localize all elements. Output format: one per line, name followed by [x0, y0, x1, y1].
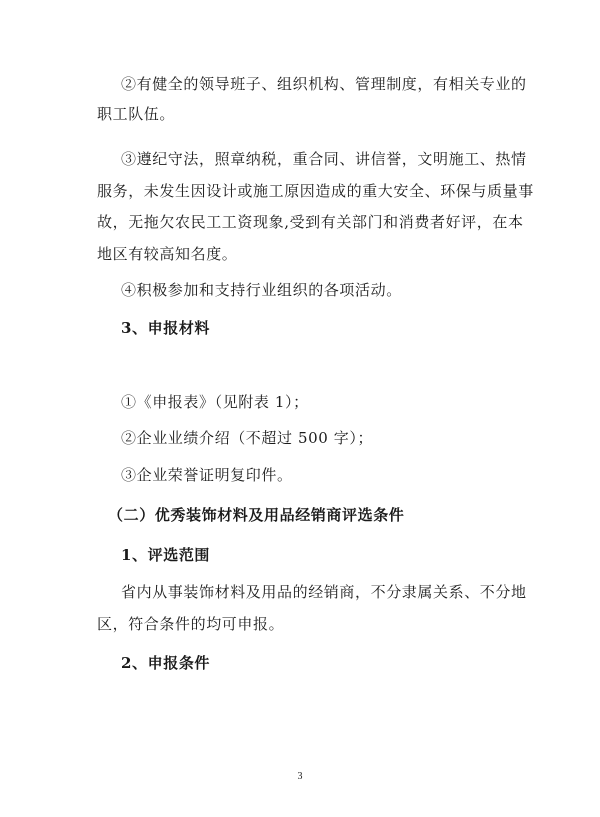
page-number: 3	[297, 771, 303, 782]
section-heading-3: 3、申报材料	[121, 319, 211, 337]
paragraph-3-line-3: 故，无拖欠农民工工资现象,受到有关部门和消费者好评，在本	[97, 213, 524, 231]
subsection-heading-2: （二）优秀装饰材料及用品经销商评选条件	[108, 506, 405, 524]
paragraph-3-line-2: 服务，未发生因设计或施工原因造成的重大安全、环保与质量事	[97, 182, 534, 200]
paragraph-3-line-1: ③遵纪守法，照章纳税，重合同、讲信誉，文明施工、热情	[121, 150, 527, 168]
section-heading-1: 1、评选范围	[121, 546, 211, 564]
material-item-3: ③企业荣誉证明复印件。	[121, 466, 293, 484]
material-item-2: ②企业业绩介绍（不超过 500 字）；	[121, 429, 374, 447]
paragraph-2-line-2: 职工队伍。	[97, 105, 176, 123]
scope-line-1: 省内从事装饰材料及用品的经销商，不分隶属关系、不分地	[121, 583, 527, 601]
paragraph-2-line-1: ②有健全的领导班子、组织机构、管理制度，有相关专业的	[121, 75, 527, 93]
paragraph-4-line-1: ④积极参加和支持行业组织的各项活动。	[121, 281, 402, 299]
paragraph-3-line-4: 地区有较高知名度。	[97, 245, 238, 263]
section-heading-2: 2、申报条件	[121, 654, 211, 672]
scope-line-2: 区，符合条件的均可申报。	[97, 615, 285, 633]
material-item-1: ①《申报表》（见附表 1）；	[121, 393, 309, 411]
